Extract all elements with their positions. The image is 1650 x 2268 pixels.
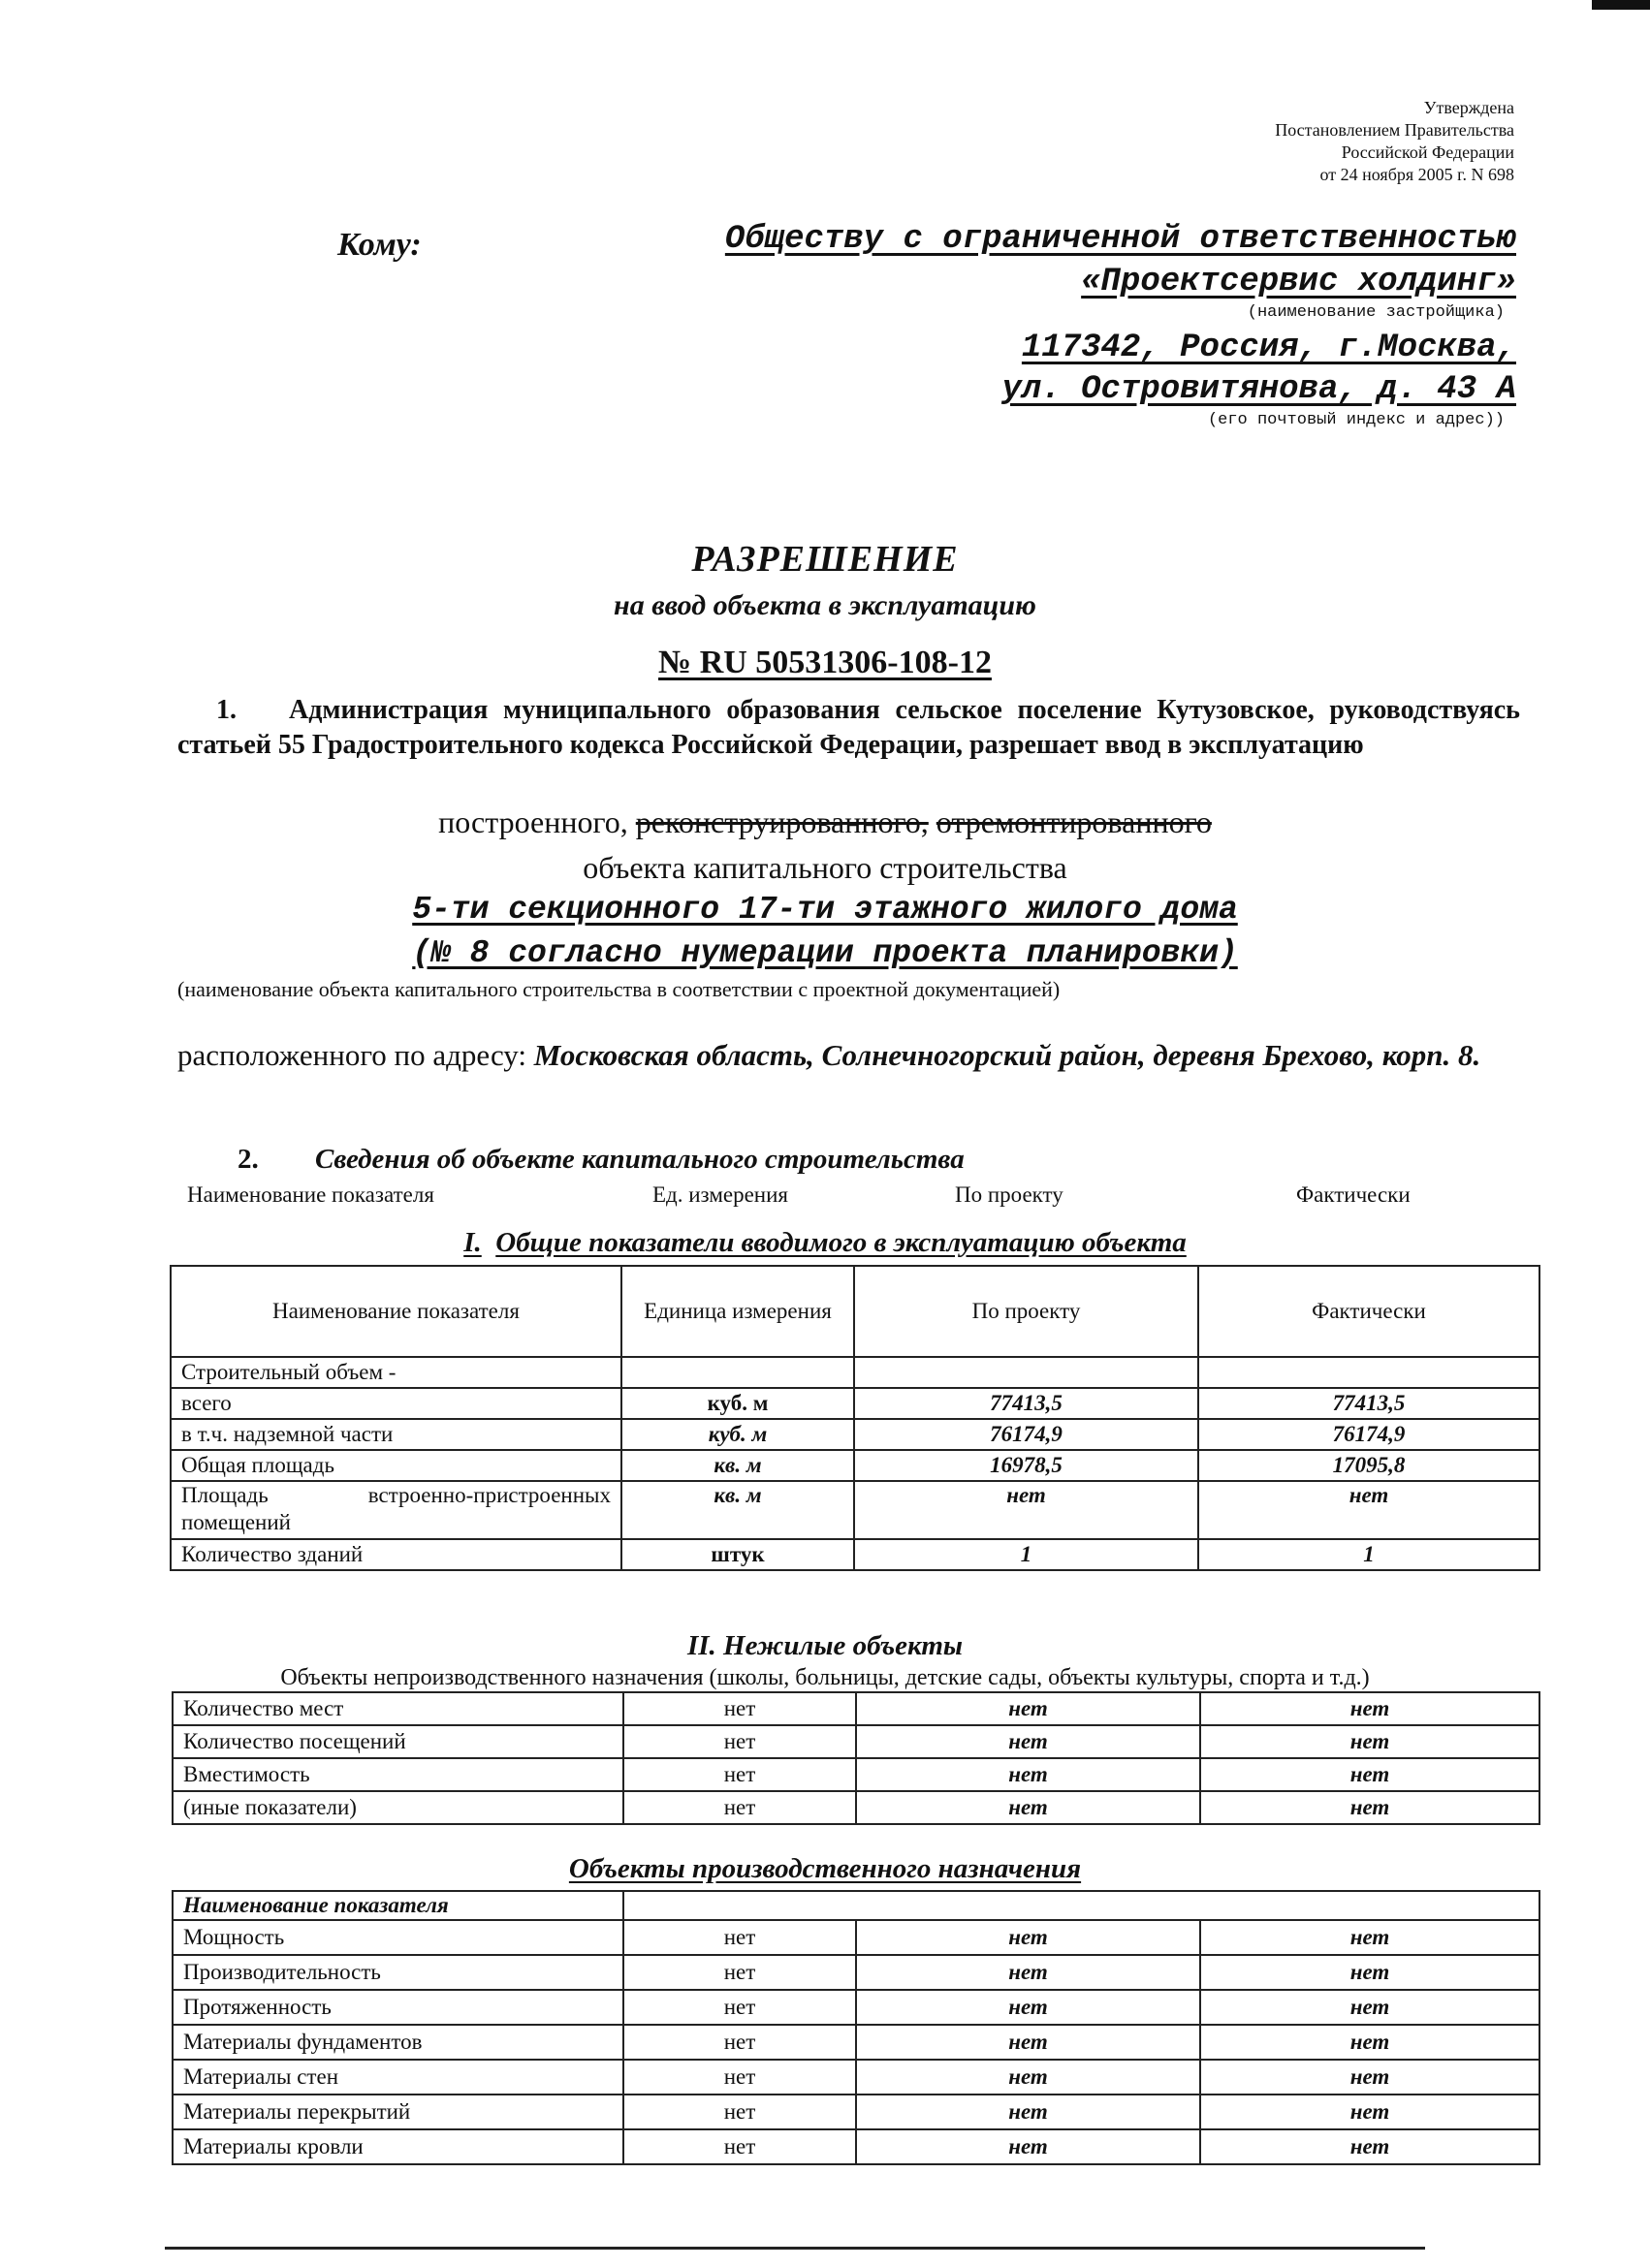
row-name: Общая площадь [171,1450,621,1481]
row-unit: нет [623,1725,856,1758]
table-row [173,1990,1539,2025]
row-actual: нет [1200,1990,1539,2025]
row-actual: нет [1200,1791,1539,1824]
industrial-objects-table [172,1890,1540,2165]
row-project: нет [856,2129,1200,2164]
page-bottom-divider [165,2247,1425,2250]
row-actual: нет [1200,1955,1539,1990]
table-row [173,2025,1539,2060]
row-project: нет [856,1955,1200,1990]
table-row [173,1725,1539,1758]
built-option: построенного, [438,804,628,839]
row-unit: нет [623,1758,856,1791]
address-suffix: . [1473,1038,1481,1072]
row-name: Материалы кровли [173,2129,623,2164]
table-row [173,1758,1539,1791]
row-name: (иные показатели) [173,1791,623,1824]
section-2-heading [238,1144,965,1176]
table-1-title-number: I. [463,1227,482,1258]
row-project: нет [856,1725,1200,1758]
approval-line: от 24 ноября 2005 г. N 698 [1319,165,1514,184]
table-row [171,1388,1539,1419]
addressee-address-caption: (его почтовый индекс и адрес)) [1207,411,1505,429]
row-unit: нет [623,2129,856,2164]
row-project: 76174,9 [854,1419,1198,1450]
row-unit: кв. м [621,1450,854,1481]
table-row [173,1920,1539,1955]
row-unit: нет [623,1692,856,1725]
row-unit: нет [623,1920,856,1955]
table-1-title-text: Общие показатели вводимого в эксплуатацию объекта [495,1227,1187,1258]
row-unit: нет [623,1791,856,1824]
object-name-line-1 [0,892,1650,928]
row-project: нет [856,1758,1200,1791]
document-subtitle: на ввод объекта в эксплуатацию [614,589,1036,621]
object-type: объекта капитального строительства [583,850,1067,885]
object-name-line-2 [0,935,1650,971]
table-2-title: II. Нежилые объекты [686,1630,964,1661]
document-number [0,645,1650,681]
row-project: 77413,5 [854,1388,1198,1419]
document-number-text: № RU 50531306-108-12 [658,645,992,680]
column-header-name: Наименование показателя [187,1182,434,1207]
table-row [173,2095,1539,2129]
scan-corner-mark [1592,0,1650,10]
row-name: Количество зданий [171,1539,621,1570]
row-actual: нет [1200,1920,1539,1955]
row-actual: нет [1198,1481,1539,1539]
table-row [173,2060,1539,2095]
column-header-unit: Ед. измерения [652,1182,788,1207]
table-3-header-empty [623,1891,1539,1920]
addressee-name-caption: (наименование застройщика) [1247,303,1505,322]
section-1-number: 1. [216,695,237,725]
table-row [171,1481,1539,1539]
row-actual: 17095,8 [1198,1450,1539,1481]
row-project: нет [856,2060,1200,2095]
section-1-paragraph [177,693,1520,763]
table-row [171,1450,1539,1481]
table-row [171,1539,1539,1570]
section-1-text: Администрация муниципального образования сельское поселение Кутузовское, руководствуясь статьей 55 Градостроительного кодекса Российской Федерации, разрешает ввод в эксплуатацию [177,695,1520,760]
table-row [171,1357,1539,1388]
addressee-label: Кому: [337,227,422,263]
table-header-cell: По проекту [854,1266,1198,1357]
row-unit: штук [621,1539,854,1570]
row-project: нет [854,1481,1198,1539]
row-unit: нет [623,2095,856,2129]
non-industrial-objects-table [172,1691,1540,1825]
row-name: Площадь встроенно-пристроенных помещений [171,1481,621,1539]
row-name: Количество посещений [173,1725,623,1758]
table-header-row [171,1266,1539,1357]
table-row [173,2129,1539,2164]
row-actual [1198,1357,1539,1388]
row-name: в т.ч. надземной части [171,1419,621,1450]
addressee-address-line-1: 117342, Россия, г.Москва, [1021,330,1516,366]
address-value: Московская область, Солнечногорский район, деревня Брехово, корп. 8 [533,1038,1474,1072]
approval-line: Постановлением Правительства [1275,120,1514,140]
row-name: Производительность [173,1955,623,1990]
row-project [854,1357,1198,1388]
approval-stamp-text [1275,97,1514,186]
row-actual: нет [1200,1758,1539,1791]
row-project: 16978,5 [854,1450,1198,1481]
object-name-text-2: (№ 8 согласно нумерации проекта планировки) [412,935,1238,971]
column-header-project: По проекту [955,1182,1063,1207]
row-project: нет [856,1920,1200,1955]
reconstructed-option: реконструированного, [635,804,929,839]
table-2-subtitle: Объекты непроизводственного назначения (школы, больницы, детские сады, объекты культуры, спорта и т.д.) [280,1665,1370,1690]
row-actual: 76174,9 [1198,1419,1539,1450]
table-row [171,1419,1539,1450]
row-actual: 77413,5 [1198,1388,1539,1419]
object-address [177,1035,1520,1075]
row-project: нет [856,1692,1200,1725]
row-project: нет [856,1990,1200,2025]
row-actual: нет [1200,2025,1539,2060]
row-actual: нет [1200,1725,1539,1758]
table-header-cell: Фактически [1198,1266,1539,1357]
row-project: нет [856,2095,1200,2129]
row-name: Мощность [173,1920,623,1955]
row-actual: 1 [1198,1539,1539,1570]
row-unit: нет [623,1990,856,2025]
addressee-name-line-2: «Проектсервис холдинг» [1081,264,1516,300]
general-indicators-table [170,1265,1540,1571]
table-row [173,1955,1539,1990]
object-name-text-1: 5-ти секционного 17-ти этажного жилого дома [412,892,1238,928]
table-header-cell: Наименование показателя [171,1266,621,1357]
table-3-title [0,1853,1650,1885]
table-row [173,1791,1539,1824]
row-unit: нет [623,1955,856,1990]
repaired-option: отремонтированного [936,804,1212,839]
row-project: 1 [854,1539,1198,1570]
section-2-number: 2. [238,1144,259,1175]
addressee-address-line-2: ул. Островитянова, д. 43 А [1001,371,1516,408]
row-unit: куб. м [621,1388,854,1419]
approval-line: Российской Федерации [1341,142,1514,162]
row-name: Материалы перекрытий [173,2095,623,2129]
row-project: нет [856,1791,1200,1824]
column-header-actual: Фактически [1296,1182,1411,1207]
row-name: всего [171,1388,621,1419]
document-title: РАЗРЕШЕНИЕ [691,539,959,580]
row-name: Материалы фундаментов [173,2025,623,2060]
row-name: Количество мест [173,1692,623,1725]
address-prefix: расположенного по адресу: [177,1038,526,1072]
row-unit: нет [623,2060,856,2095]
row-unit: кв. м [621,1481,854,1539]
row-name: Строительный объем - [171,1357,621,1388]
row-actual: нет [1200,2095,1539,2129]
row-unit [621,1357,854,1388]
table-1-title [0,1227,1650,1259]
table-header-cell: Единица измерения [621,1266,854,1357]
row-name: Протяженность [173,1990,623,2025]
object-name-caption: (наименование объекта капитального строительства в соответствии с проектной документацией) [177,977,1061,1001]
row-unit: куб. м [621,1419,854,1450]
row-actual: нет [1200,2060,1539,2095]
table-row [173,1692,1539,1725]
row-name: Вместимость [173,1758,623,1791]
row-project: нет [856,2025,1200,2060]
construction-type-line [0,804,1650,840]
table-3-title-text: Объекты производственного назначения [568,1853,1082,1884]
row-actual: нет [1200,1692,1539,1725]
table-3-header: Наименование показателя [173,1891,623,1920]
addressee-name-line-1: Обществу с ограниченной ответственностью [724,221,1516,258]
row-actual: нет [1200,2129,1539,2164]
approval-line: Утверждена [1423,98,1514,117]
section-2-title: Сведения об объекте капитального строительства [315,1144,965,1175]
table-header-row [173,1891,1539,1920]
row-unit: нет [623,2025,856,2060]
row-name: Материалы стен [173,2060,623,2095]
